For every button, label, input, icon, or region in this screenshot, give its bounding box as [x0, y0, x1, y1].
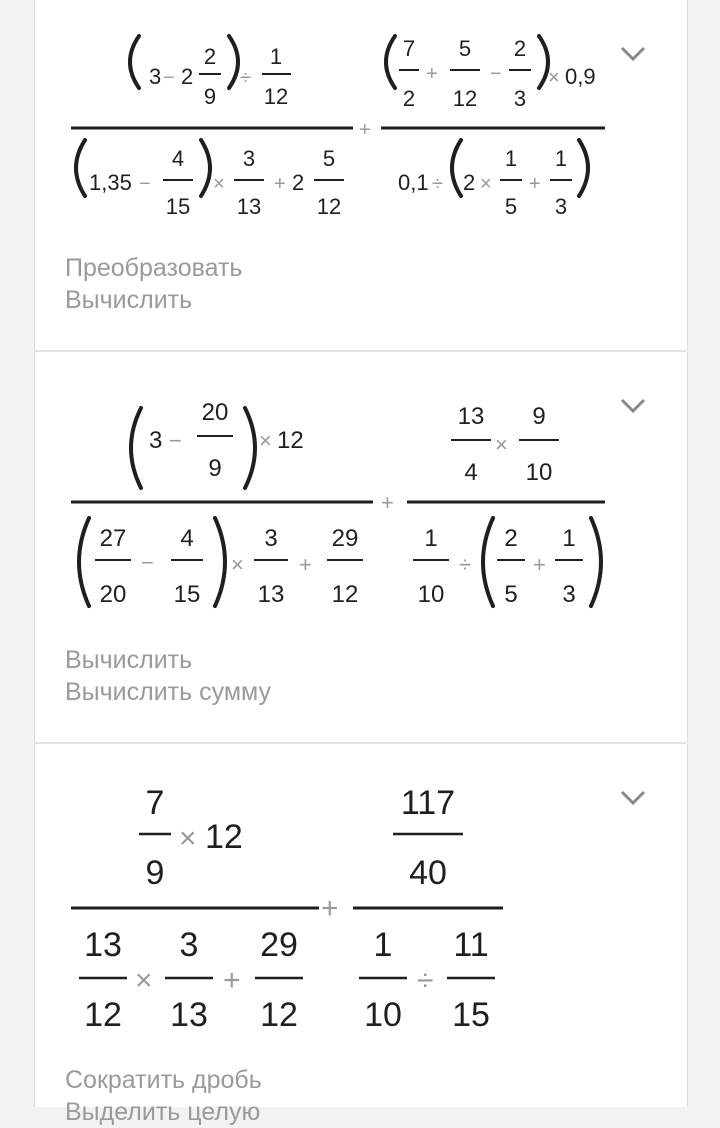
times-sign: ×	[213, 173, 225, 195]
term: 3	[149, 427, 163, 454]
plus-sign: +	[533, 552, 546, 577]
fraction-numerator: 1	[269, 44, 283, 69]
fraction-numerator: 1	[424, 525, 438, 552]
paren-right	[591, 518, 601, 606]
fraction-numerator: 1	[562, 525, 576, 552]
step-2-actions	[65, 644, 271, 708]
fraction-denominator: 12	[263, 84, 289, 109]
paren-left	[76, 140, 85, 196]
fraction-denominator: 13	[170, 996, 208, 1034]
paren-left	[79, 518, 89, 606]
fraction-denominator: 15	[173, 581, 201, 608]
fraction-denominator: 12	[452, 86, 478, 111]
fraction-numerator: 5	[458, 36, 472, 61]
minus-sign: −	[163, 67, 175, 89]
divide-sign: ÷	[432, 173, 443, 195]
term: 0,1	[398, 170, 429, 195]
fraction-numerator: 1	[373, 926, 393, 964]
minus-sign: −	[169, 428, 182, 453]
step-card-3	[34, 744, 688, 1126]
times-sign: ×	[231, 552, 244, 577]
times-sign: ×	[179, 822, 197, 855]
fraction-denominator: 9	[208, 455, 222, 482]
paren-right	[579, 140, 588, 196]
paren-left	[483, 518, 493, 606]
times-sign: ×	[135, 964, 153, 997]
fraction-numerator: 2	[513, 36, 527, 61]
whole-part: 2	[292, 170, 305, 195]
fraction-denominator: 15	[165, 194, 191, 219]
plus-sign: +	[359, 119, 371, 141]
times-sign: ×	[259, 428, 272, 453]
step-3-expression	[35, 744, 687, 1044]
term: 12	[277, 427, 304, 454]
fraction-denominator: 13	[236, 194, 262, 219]
minus-sign: −	[141, 550, 154, 575]
fraction-denominator: 15	[452, 996, 490, 1034]
fraction-numerator: 27	[99, 525, 127, 552]
reduce-fraction-action[interactable]: Сократить дробь	[65, 1066, 262, 1094]
fraction-numerator: 2	[504, 525, 518, 552]
fraction-numerator: 4	[180, 525, 194, 552]
fraction-denominator: 5	[504, 194, 518, 219]
divide-sign: ÷	[417, 964, 434, 997]
fraction-denominator: 40	[409, 854, 447, 892]
calculate-sum-action[interactable]: Вычислить сумму	[65, 678, 271, 706]
fraction-numerator: 9	[532, 403, 546, 430]
paren-right	[229, 36, 238, 88]
paren-left	[131, 408, 141, 488]
step-1-actions	[65, 252, 242, 316]
fraction-denominator: 10	[364, 996, 402, 1034]
minus-sign: −	[139, 173, 151, 195]
fraction-numerator: 3	[242, 146, 256, 171]
term: 2	[463, 170, 476, 195]
fraction-numerator: 5	[322, 146, 336, 171]
fraction-denominator: 3	[513, 86, 527, 111]
paren-left	[452, 140, 461, 196]
plus-sign: +	[381, 490, 394, 515]
term: 12	[205, 818, 243, 856]
fraction-denominator: 12	[316, 194, 342, 219]
divide-sign: ÷	[459, 552, 472, 577]
plus-sign: +	[529, 173, 541, 195]
times-sign: ×	[480, 173, 492, 195]
fraction-numerator: 2	[203, 44, 217, 69]
fraction-numerator: 4	[171, 146, 185, 171]
fraction-denominator: 3	[562, 581, 576, 608]
fraction-denominator: 4	[464, 459, 478, 486]
fraction-numerator: 13	[457, 403, 485, 430]
fraction-numerator: 1	[554, 146, 568, 171]
fraction-numerator: 11	[453, 926, 489, 964]
times-sign: ×	[495, 432, 508, 457]
fraction-denominator: 12	[331, 581, 359, 608]
paren-left	[386, 36, 395, 88]
times-sign: ×	[548, 67, 560, 89]
fraction-denominator: 9	[145, 854, 165, 892]
term: 1,35	[89, 170, 132, 195]
fraction-numerator: 7	[402, 36, 416, 61]
plus-sign: +	[426, 63, 438, 85]
paren-right	[215, 518, 225, 606]
fraction-denominator: 12	[84, 996, 122, 1034]
fraction-numerator: 7	[145, 784, 165, 822]
fraction-numerator: 20	[201, 399, 229, 426]
fraction-numerator: 1	[504, 146, 518, 171]
step-1-expression	[35, 0, 687, 240]
fraction-numerator: 13	[84, 926, 122, 964]
fraction-denominator: 2	[402, 86, 416, 111]
fraction-denominator: 10	[417, 581, 445, 608]
minus-sign: −	[490, 63, 502, 85]
fraction-denominator: 12	[260, 996, 298, 1034]
calculate-action[interactable]: Вычислить	[65, 286, 193, 314]
fraction-denominator: 10	[525, 459, 553, 486]
transform-action[interactable]: Преобразовать	[65, 254, 243, 282]
plus-sign: +	[299, 552, 312, 577]
plus-sign: +	[223, 964, 241, 997]
paren-right	[539, 36, 548, 88]
fraction-numerator: 29	[260, 926, 298, 964]
step-card-2	[34, 352, 688, 742]
extract-whole-action[interactable]: Выделить целую	[65, 1098, 261, 1126]
paren-right	[201, 140, 210, 196]
whole-part: 2	[181, 64, 194, 89]
divide-sign: ÷	[240, 67, 251, 89]
paren-left	[130, 36, 139, 88]
paren-right	[245, 408, 255, 488]
step-card-1	[34, 0, 688, 350]
step-2-expression	[35, 352, 687, 612]
fraction-denominator: 13	[257, 581, 285, 608]
fraction-denominator: 9	[203, 84, 217, 109]
step-3-actions	[65, 1064, 262, 1128]
term: 3	[149, 64, 162, 89]
fraction-numerator: 3	[264, 525, 278, 552]
fraction-numerator: 117	[400, 784, 456, 822]
fraction-denominator: 20	[99, 581, 127, 608]
fraction-numerator: 3	[179, 926, 199, 964]
plus-sign: +	[274, 173, 286, 195]
fraction-denominator: 5	[504, 581, 518, 608]
calculate-action[interactable]: Вычислить	[65, 646, 193, 674]
fraction-numerator: 29	[331, 525, 359, 552]
plus-sign: +	[321, 892, 339, 925]
fraction-denominator: 3	[554, 194, 568, 219]
term: 0,9	[565, 64, 596, 89]
